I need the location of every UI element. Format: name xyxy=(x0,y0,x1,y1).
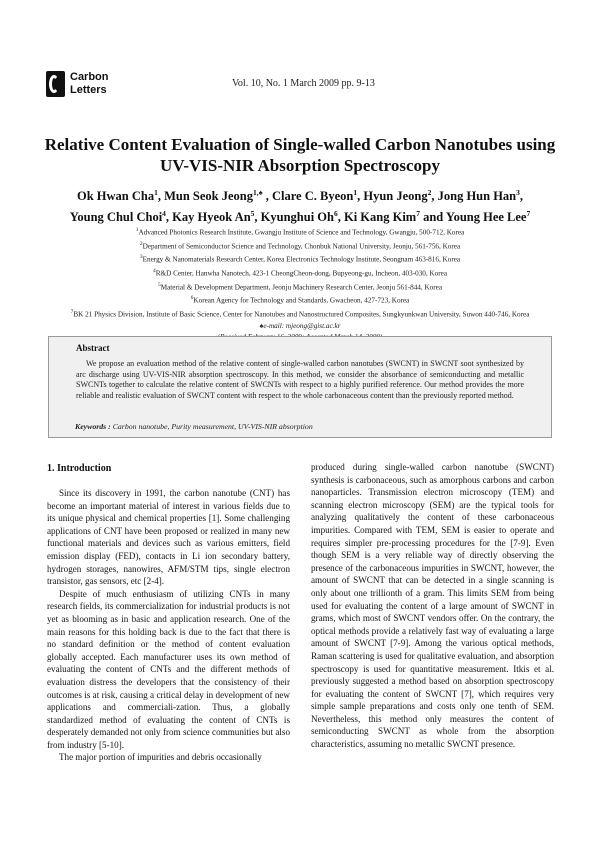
affiliation-item xyxy=(30,307,570,321)
author-name: Young Chul Choi xyxy=(69,210,163,225)
author-name: Ki Kang Kim xyxy=(343,210,417,225)
affiliation-text: BK 21 Physics Division, Institute of Basic Science, Center for Nanotubes and Nanostructured Composites, Sungkyunkwan University, Suwon 440-746, Korea xyxy=(73,310,530,319)
affiliation-number: 4 xyxy=(152,268,156,275)
affiliation-number: 3 xyxy=(139,254,143,261)
author-name: Clare C. Byeon xyxy=(271,189,354,204)
body-column-left xyxy=(47,487,290,764)
body-paragraph: The major portion of impurities and debris occasionally xyxy=(59,752,262,763)
affiliation-text: R&D Center, Hanwha Nanotech, 423-1 CheongCheon-dong, Bupyeong-gu, Incheon, 403-030, Korea xyxy=(155,269,448,278)
title-line2: UV-VIS-NIR Absorption Spectroscopy xyxy=(160,156,440,175)
logo-line1: Carbon xyxy=(70,71,109,83)
affiliation-number: 7 xyxy=(70,309,74,316)
affiliation-list xyxy=(30,225,570,321)
keywords-text: Carbon nanotube, Purity measurement, UV-VIS-NIR absorption xyxy=(112,422,313,431)
affiliation-text: Advanced Photonics Research Institute, Gwangju Institute of Science and Technology, Gwangju, 500-712, Korea xyxy=(138,228,465,237)
logo-text xyxy=(70,71,109,97)
author-name: Jong Hun Han xyxy=(437,189,517,204)
abstract-text: We propose an evaluation method of the relative content of single-walled carbon nanotubes (SWCNT) in SWCNT soot synthesized by arc discharge using UV-VIS-NIR absorption spectroscopy. In this method, we consider the absorbance of semiconducting and metallic SWCNTs together to calculate the relative content of SWCNTs with respect to a highly purified reference. Our method provides the more reliable and realistic evaluation of SWCNT content with respect to the whole carbonaceous content than the previously reported method. xyxy=(76,359,524,400)
logo-line2: Letters xyxy=(70,84,107,96)
affiliation-number: 1 xyxy=(135,227,139,233)
body-paragraph: produced during single-walled carbon nanotube (SWCNT) synthesis is carbonaceous, such as amorphous carbons and carbon nanoparticles. Transmission electron microscopy (TEM) and scanning electron microscopy (SEM) are the typical tools for analyzing qualitatively the content of these carbonaceous impurities. Compared with TEM, SEM is easier to operate and requires simpler pre-processing procedures for the [7-9]. Even though SEM is a very reliable way of directly observing the presence of the carbonaceous impurities in SWCNT, however, the amount of SWCNT that can be detected in a single scanning is only about one trillionth of a gram. This limits SEM from being used for evaluating the content of a large amount of SWCNT in grams, which most of SWCNT vendors offer. On the contrary, the optical methods provide a relatively fast way of evaluating a large amount of SWCNT [7-9]. Among the various optical methods, Raman scattering is used for qualitative evaluation, and absorption spectroscopy is used for quantitative measurement. Itkis et al. previously suggested a method based on absorption spectroscopy for evaluating the content of SWCNT [7], which requires very simple sample preparations and costs only one tenth of SEM. Nevertheless, this method only measures the content of semiconducting SWCNT as whole from the absorption characteristics, assuming no metallic SWCNT presence. xyxy=(311,462,554,750)
abstract-heading: Abstract xyxy=(76,343,110,353)
keywords xyxy=(75,422,313,431)
author-affiliation-mark: 1 xyxy=(154,188,158,197)
author-affiliation-mark: 1 xyxy=(353,188,358,197)
author-affiliation-mark: 6 xyxy=(333,209,338,219)
author-affiliation-mark: 7 xyxy=(526,209,531,219)
author-name: Kay Hyeok An xyxy=(172,210,251,225)
affiliations-block xyxy=(30,225,570,343)
author-list xyxy=(40,184,560,226)
author-separator: , xyxy=(337,210,344,225)
paper-title xyxy=(40,134,560,176)
journal-logo xyxy=(46,70,116,100)
affiliation-item xyxy=(30,239,570,253)
author-separator: , xyxy=(262,189,272,204)
author-separator: , xyxy=(157,189,165,204)
keywords-label: Keywords : xyxy=(75,422,111,431)
affiliation-text: Energy & Nanomaterials Research Center, Korea Electronics Technology Institute, Seongnam 463-816, Korea xyxy=(142,255,461,264)
title-line1: Relative Content Evaluation of Single-walled Carbon Nanotubes using xyxy=(44,135,556,154)
author-separator: , xyxy=(431,189,438,204)
body-paragraph: Despite of much enthusiasm of utilizing CNTs in many research fields, its commercialization for industrial products is not yet as blooming as in basic and application research. One of the main reasons for this holding back is due to the fact that there is no standard definition or the method of content evaluation globally accepted. Each manufacturer uses its own method of evaluating the content of CNTs and the different methods of evaluation distress the developers that the consistency of their outcomes is at risk, causing a critical delay in development of new applications and commerciali-zation. Thus, a globally standardized method of evaluating the content of CNTs is desperately demanded not only from science communities but also from industry [5-10]. xyxy=(47,588,290,750)
author-affiliation-mark: 5 xyxy=(250,209,255,219)
body-paragraph: Since its discovery in 1991, the carbon nanotube (CNT) has become an important material of interest in various fields due to its unique physical and chemical properties [1]. Some challenging applications of CNT have been proposed or realized in many new functional materials and devices such as various emitters, field emission display (FED), contacts in Li ion secondary battery, hydrogen storages, nanowires, AFM/STM tips, single electron transistor, gas sensors, etc [2-4]. xyxy=(47,488,290,587)
author-name: Mun Seok Jeong xyxy=(164,189,253,204)
author-separator: , xyxy=(357,189,364,204)
author-separator: and xyxy=(419,210,446,225)
affiliation-item xyxy=(30,252,570,266)
author-name: Kyunghui Oh xyxy=(260,210,334,225)
author-affiliation-mark: 7 xyxy=(416,209,420,219)
author-name: Ok Hwan Cha xyxy=(76,189,155,204)
author-affiliation-mark: 1,♠ xyxy=(253,188,263,197)
corresponding-email: ♠e-mail: mjeong@gist.ac.kr xyxy=(259,321,341,330)
affiliation-number: 5 xyxy=(157,281,161,288)
affiliation-text: Korean Agency for Technology and Standards, Gwacheon, 427-723, Korea xyxy=(193,296,410,305)
carbon-letters-logo-icon xyxy=(46,71,65,97)
affiliation-item xyxy=(30,266,570,280)
affiliation-item xyxy=(30,293,570,307)
author-separator: , xyxy=(165,210,173,225)
author-affiliation-mark: 4 xyxy=(162,209,166,219)
author-name: Young Hee Lee xyxy=(445,210,527,225)
author-separator: , xyxy=(254,210,261,225)
affiliation-number: 2 xyxy=(139,240,143,247)
affiliation-number: 6 xyxy=(190,295,194,302)
author-separator: , xyxy=(519,189,524,204)
section-title: 1. Introduction xyxy=(47,463,112,474)
affiliation-text: Material & Development Department, Jeonju Machinery Research Center, Jeonju 561-844, Korea xyxy=(160,283,443,292)
body-column-right xyxy=(311,461,554,751)
author-affiliation-mark: 3 xyxy=(516,188,520,197)
affiliation-item xyxy=(30,225,570,239)
author-affiliation-mark: 2 xyxy=(427,188,432,197)
affiliation-item xyxy=(30,280,570,294)
journal-info: Vol. 10, No. 1 March 2009 pp. 9-13 xyxy=(232,78,375,89)
author-name: Hyun Jeong xyxy=(363,189,428,204)
affiliation-text: Department of Semiconductor Science and Technology, Chonbuk National University, Jeonju, 561-756, Korea xyxy=(142,242,461,251)
